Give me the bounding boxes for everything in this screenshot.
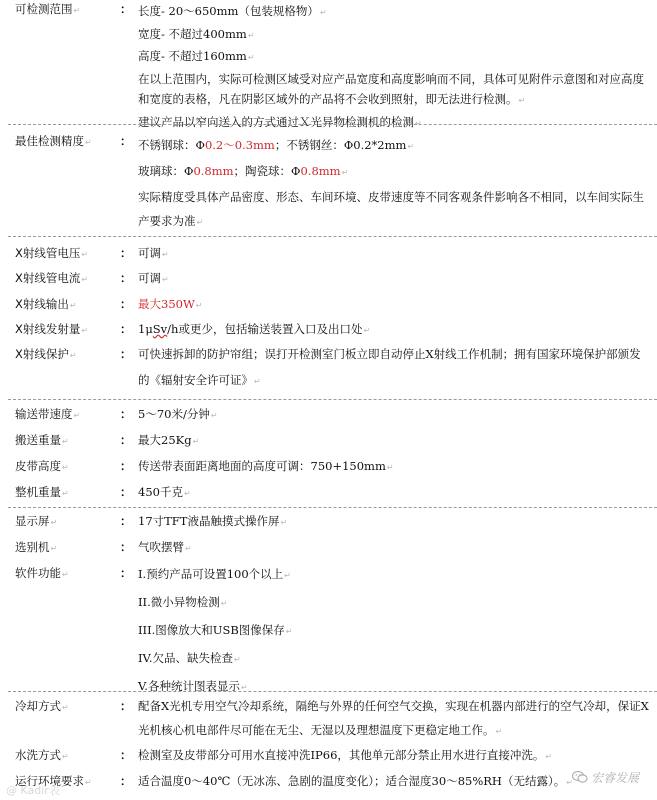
watermark-brand: 宏睿发展	[572, 769, 639, 786]
colon: ：	[120, 459, 132, 473]
colon: ：	[120, 485, 132, 499]
label-precision: 最佳检测精度↵	[15, 134, 92, 148]
wechat-icon	[572, 770, 588, 784]
software-item: III.图像放大和USB图像保存↵	[138, 623, 293, 637]
label-range: 可检测范围↵	[15, 2, 81, 16]
software-item: IV.欠品、缺失检查↵	[138, 651, 241, 665]
range-length: 长度- 20～650mm（包装规格物）↵	[138, 4, 327, 18]
colon: ：	[120, 566, 132, 580]
colon: ：	[120, 2, 132, 16]
precision-note: 实际精度受具体产品密度、形态、车间环境、皮带速度等不同客观条件影响各不相同，以车间实际生产要求为准↵	[138, 190, 644, 228]
spec-sheet: 可检测范围↵ ： 长度- 20～650mm（包装规格物）↵ 宽度- 不超过400mm↵ 高度- 不超过160mm↵ 在以上范围内，实际可检测区域受对应产品宽度和高度影响而不同，具体可见附件示意图和对应高度和宽度的表格，凡在阴影区域外的产品将不会收到照射，即无法进行检测。↵ 建议产品以窄向送入的方式通过Ｘ光异物检测机的检测↵ 最佳检测精度↵ ： 不锈钢球：Φ0.2～0.3mm；不锈钢丝：Φ0.2*2mm↵ 玻璃球：Φ0.8mm；陶瓷球：Φ0.8mm↵ 实际精度受具体产品密度、形态、车间环境、皮带速度等不同客观条件影响各不相同，以车间实际生产要求为准↵ X射线管电压↵ ： 可调↵ X射线管电流↵ ： 可调↵ X射线输出↵ ： 最大350W↵ X射线发射量↵ ： 1μSv/h或更少，包括输送装置入口及出口处↵ X射线保护↵ ： 可快速拆卸的防护帘组；误打开检测室门板立即自动停止X射线工作机制；拥有国家环境保护部颁发的《辐射安全许可证》↵ 输送带速度↵ ： 5～70米/分钟↵ 搬送重量↵ ： 最大25Kg↵ 皮带高度↵ ： 传送带表面距离地面的高度可调：750+150mm↵ 整机重量↵ ： 450千克↵ 显示屏↵ ： 17寸TFT液晶触摸式操作屏↵ 选别机↵ ： 气吹摆臂↵ 软件功能↵ ： I.预约产品可设置100个以上↵ II.微小异物检测↵ III.图像放大和USB图像保存↵ IV.欠品、缺失检查↵ V.各种统计图表显示↵ 冷却方式↵ ： 配备X光机专用空气冷却系统，隔绝与外界的任何空气交换，实现在机器内部进行的空气冷却，保证X光机核心机电部件尽可能在无尘、无湿以及理想温度下更稳定地工作。↵ 水洗方式↵ ： 检测室及皮带部分可用水直接冲洗IP66，其他单元部分禁止用水进行直接冲洗。↵ 运行环境要求↵ ： 适合温度0～40℃（无冰冻、急剧的温度变化）；适合湿度30～85%RH（无结露）。↵ 宏睿发展 @ Kadir表	[0, 0, 657, 800]
colon: ：	[120, 407, 132, 421]
range-advice: 建议产品以窄向送入的方式通过Ｘ光异物检测机的检测↵	[138, 114, 422, 129]
value-precision	[138, 133, 651, 235]
colon: ：	[120, 540, 132, 554]
colon: ：	[120, 271, 132, 285]
divider	[8, 236, 657, 237]
software-item: V.各种统计图表显示↵	[138, 679, 248, 693]
colon: ：	[120, 134, 132, 148]
colon: ：	[120, 748, 132, 762]
colon: ：	[120, 514, 132, 528]
precision-glass: 玻璃球：Φ0.8mm；陶瓷球：Φ0.8mm↵	[138, 164, 349, 178]
colon: ：	[120, 774, 132, 788]
divider	[8, 399, 657, 400]
colon: ：	[120, 347, 132, 361]
colon: ：	[120, 699, 132, 713]
range-note: 在以上范围内，实际可检测区域受对应产品宽度和高度影响而不同，具体可见附件示意图和对应高度和宽度的表格，凡在阴影区域外的产品将不会收到照射，即无法进行检测。↵	[138, 71, 644, 106]
colon: ：	[120, 246, 132, 260]
colon: ：	[120, 322, 132, 336]
divider	[8, 691, 657, 692]
colon: ：	[120, 433, 132, 447]
value-range	[138, 1, 651, 134]
software-list	[138, 561, 651, 701]
precision-steel: 不锈钢球：Φ0.2～0.3mm；不锈钢丝：Φ0.2*2mm↵	[138, 138, 415, 152]
software-item: I.预约产品可设置100个以上↵	[138, 567, 291, 581]
range-width: 宽度- 不超过400mm↵	[138, 26, 255, 41]
watermark-source: @ Kadir表	[6, 784, 60, 797]
colon: ：	[120, 297, 132, 311]
software-item: II.微小异物检测↵	[138, 595, 228, 609]
range-height: 高度- 不超过160mm↵	[138, 49, 255, 63]
divider	[8, 124, 657, 125]
divider	[8, 507, 657, 508]
